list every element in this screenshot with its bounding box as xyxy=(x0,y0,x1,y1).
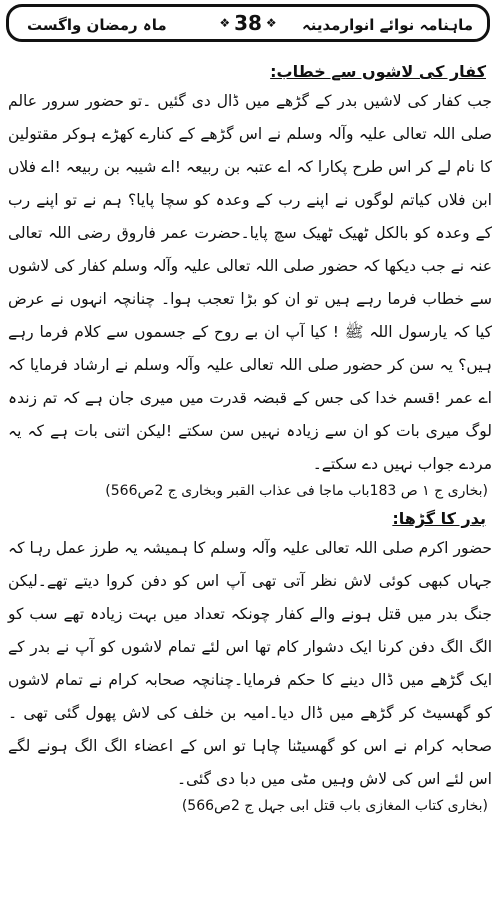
magazine-title: ماہنامہ نوائے انوارمدینہ xyxy=(301,16,473,34)
article-body xyxy=(8,52,492,904)
section-heading: کفار کی لاشوں سے خطاب: xyxy=(270,62,486,81)
page-header xyxy=(6,4,490,42)
section-paragraph: جب کفار کی لاشیں بدر کے گڑھے میں ڈال دی گئیں ۔تو حضور سرور عالم صلی اللہ تعالی علیہ وآلہ وسلم نے اس گڑھے کے کنارے کھڑے ہوکر مقتولین کا نام لے کر اس طرح پکارا کہ اے عتبہ بن ربیعہ !اے شیبہ بن ربیعہ !اے فلاں ابن فلاں کیاتم لوگوں نے اپنے رب کے وعدہ کو سچا پایا؟ ہم نے تو اپنے رب کے وعدہ کو بالکل ٹھیک ٹھیک سچ پایا۔حضرت عمر فاروق رضی اللہ تعالی عنہ نے جب دیکھا کہ حضور صلی اللہ تعالی علیہ وآلہ وسلم کفار کی لاشوں سے خطاب فرما رہے ہیں تو ان کو بڑا تعجب ہوا۔ چنانچہ انہوں نے عرض کیا کہ یارسول اللہ ﷺ ! کیا آپ ان بے روح کے جسموں سے کلام فرما رہے ہیں؟ یہ سن کر حضور صلی اللہ تعالی علیہ وآلہ وسلم نے ارشاد فرمایا کہ اے عمر !قسم خدا کی جس کے قبضہ قدرت میں میری جان ہے کہ تم زندہ لوگ میری بات کو ان سے زیادہ نہیں سن سکتے !لیکن اتنی بات ہے کہ یہ مردے جواب نہیں دے سکتے۔ xyxy=(7,92,492,473)
section-heading: بدر کا گڑھا: xyxy=(392,509,486,528)
page-number: 38 xyxy=(234,11,262,35)
section-paragraph: حضور اکرم صلی اللہ تعالی علیہ وآلہ وسلم کا ہمیشہ یہ طرز عمل رہا کہ جہاں کبھی کوئی لاش نظر آتی تھی آپ اس کو دفن کروا دیتے تھے۔لیکن جنگ بدر میں قتل ہونے والے کفار چونکہ تعداد میں بہت زیادہ تھے سب کو الگ الگ دفن کرنا ایک دشوار کام تھا اس لئے تمام لاشوں کو آپ نے بدر کے ایک گڑھے میں ڈال دینے کا حکم فرمایا۔چنانچہ صحابہ کرام نے تمام لاشوں کو گھسیٹ کر گڑھے میں ڈال دیا۔امیہ بن خلف کی لاش پھول گئی تھی ۔صحابہ کرام نے اس کو گھسیٹنا چاہا تو اس کے اعضاء الگ الگ ہونے لگے اس لئے اس کی لاش وہیں مٹی میں دبا دی گئی۔ xyxy=(8,539,492,788)
reference-citation: (بخاری کتاب المغازی باب قتل ابی جہل ج 2ص566) xyxy=(181,798,488,814)
page-number-box xyxy=(219,11,276,35)
ornament-icon: ❖ xyxy=(265,16,277,30)
ornament-icon: ❖ xyxy=(219,16,231,30)
reference-citation: (بخاری ج ۱ ص 183باب ماجا فی عذاب القبر وبخاری ج 2ص566) xyxy=(105,483,488,499)
issue-title: ماہ رمضان واگست xyxy=(27,16,167,34)
